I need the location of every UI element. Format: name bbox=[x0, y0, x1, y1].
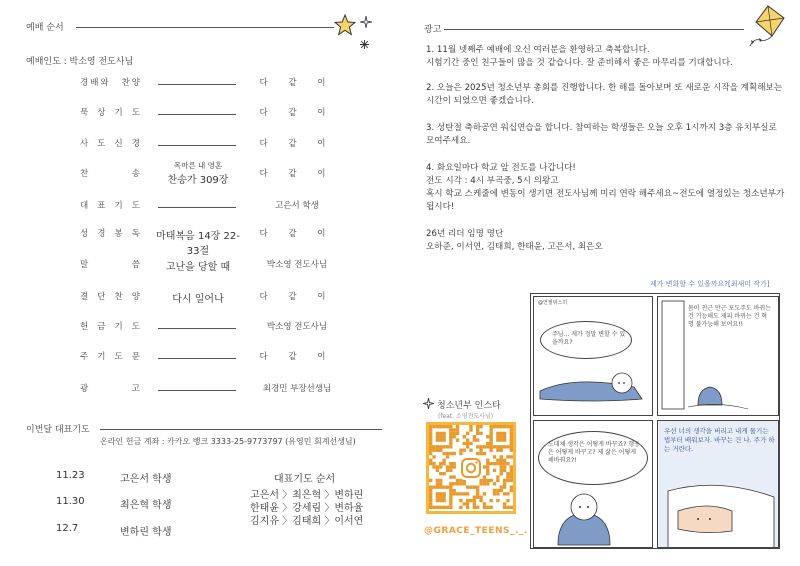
order-item-name: 대 표 기 도 bbox=[80, 201, 142, 211]
order-item-person: 다 같 이 bbox=[259, 78, 335, 88]
order-item-name: 광 고 bbox=[80, 384, 142, 394]
offering-account: 온라인 헌금 계좌 : 카카오 뱅크 3333-25-9773797 (유영민 회계선생님) bbox=[100, 437, 356, 446]
blank-line bbox=[158, 207, 236, 208]
order-item-name: 사 도 신 경 bbox=[80, 139, 142, 149]
comic-panel-2: 몸이 천근 만근 포도주도 바뀌는 건 기능해도 제피 바뀌는 건 혁명 불가능해 보여요!! bbox=[657, 296, 779, 416]
worship-order-row bbox=[0, 290, 400, 306]
worship-order-row bbox=[0, 76, 400, 92]
order-item-person: 최경민 부장선생님 bbox=[262, 384, 332, 394]
notice-item: 26년 리더 임명 명단 오하준, 이서연, 김태희, 한태윤, 고은서, 최은오 bbox=[426, 229, 603, 252]
order-item-subdetail: 목마른 내 영혼 bbox=[173, 161, 223, 170]
blank-line bbox=[158, 114, 236, 115]
order-item-detail-text: 고난을 당할 때 bbox=[165, 262, 231, 273]
instagram-handle[interactable]: @GRACE_TEENS_._. bbox=[424, 526, 528, 536]
order-item-person: 다 같 이 bbox=[259, 352, 335, 362]
order-item-name: 말 씀 bbox=[80, 260, 142, 270]
prayer-title: 이번달 대표기도 bbox=[26, 425, 90, 435]
instagram-logo-icon bbox=[459, 456, 483, 480]
comic-strip bbox=[530, 293, 780, 549]
figure-upset-icon bbox=[534, 485, 653, 548]
order-item-person: 다 같 이 bbox=[259, 292, 335, 302]
prayer-order-line: 한태윤 〉강세림 〉변하율 bbox=[250, 503, 364, 514]
figure-lying-icon bbox=[534, 361, 653, 416]
prayer-order-label: 대표기도 순서 bbox=[274, 474, 336, 485]
order-item-detail bbox=[150, 258, 246, 273]
comic-panel-4: 우선 너의 생각을 버리고 내게 물기는 법부터 배워보자. 바꾸는 건 나. 주가 하는 거란다. bbox=[657, 420, 779, 548]
comic-badge: @연필위스히 bbox=[538, 300, 568, 306]
sparkle-icon bbox=[360, 16, 372, 28]
notice-item: 3. 성탄절 축하공연 워십연습을 합니다. 참여하는 학생들은 오늘 오후 1시까지 3층 유치부실로 모여주세요. bbox=[426, 123, 777, 146]
order-item-name: 경배와 찬양 bbox=[80, 78, 142, 88]
blank-line bbox=[158, 390, 236, 391]
order-item-name: 결 단 찬 양 bbox=[80, 292, 142, 302]
notice-item: 1. 11월 넷째주 예배에 오신 여러분을 환영하고 축복합니다. 시험기간 중인 친구들이 많을 것 같습니다. 잘 준비해서 좋은 마무리를 기대합니다. bbox=[426, 45, 733, 68]
worship-order-row bbox=[0, 320, 400, 336]
figure-resting-icon bbox=[658, 471, 779, 548]
notice-divider bbox=[444, 29, 744, 30]
qr-pattern bbox=[429, 425, 513, 511]
blank-line bbox=[158, 328, 236, 329]
worship-order-row bbox=[0, 137, 400, 153]
prayer-name: 변하린 학생 bbox=[120, 527, 172, 538]
order-item-person: 박소영 전도사님 bbox=[266, 322, 328, 332]
door-icon bbox=[658, 297, 779, 416]
notice-title: 광고 bbox=[424, 25, 442, 35]
comic-panel-1: @연필위스히 주님... 제가 정말 변할 수 있을까요? bbox=[533, 296, 653, 416]
order-item-name: 성 경 봉 독 bbox=[80, 229, 142, 239]
title-divider bbox=[76, 27, 334, 28]
blank-line bbox=[158, 84, 236, 85]
order-item-person: 다 같 이 bbox=[259, 229, 335, 239]
prayer-date: 12.7 bbox=[56, 523, 79, 534]
prayer-divider bbox=[100, 429, 382, 430]
sparkle-icon bbox=[423, 398, 434, 409]
order-item-name: 주 기 도 문 bbox=[80, 352, 142, 362]
order-item-detail bbox=[150, 290, 246, 305]
order-item-name: 묵 상 기 도 bbox=[80, 108, 142, 118]
order-item-person: 박소영 전도사님 bbox=[266, 260, 328, 270]
prayer-date: 11.23 bbox=[56, 470, 85, 481]
prayer-date: 11.30 bbox=[56, 496, 85, 507]
order-item-detail-text: 마태복음 14장 22-33절 bbox=[156, 231, 240, 257]
order-item-name: 찬 송 bbox=[80, 169, 142, 179]
order-item-detail-text: 찬송가 309장 bbox=[167, 175, 229, 186]
worship-order-row bbox=[0, 382, 400, 398]
worship-order-row bbox=[0, 106, 400, 122]
prayer-name: 고은서 학생 bbox=[120, 474, 172, 485]
worship-order-row bbox=[0, 227, 400, 257]
insta-title: 청소년부 인스타 bbox=[437, 401, 501, 411]
instagram-qr-code[interactable] bbox=[426, 422, 516, 514]
comic-panel-3: 도대체 생각은 어떻게 바꾸죠? 행동은 어떻게 바꾸고? 제 삶은 어떻게 해바꿔요?! bbox=[533, 420, 653, 548]
prayer-order-line: 김지유 〉김태희 〉이서연 bbox=[250, 516, 364, 527]
worship-leader: 예배인도 : 박소영 전도사님 bbox=[26, 57, 134, 67]
comic-caption: 제가 변화할 수 있을까요?[최새미 작가] bbox=[650, 280, 770, 288]
order-item-detail bbox=[150, 227, 246, 257]
order-item-person: 다 같 이 bbox=[259, 169, 335, 179]
star-icon bbox=[334, 14, 356, 36]
prayer-name: 최은혁 학생 bbox=[120, 500, 172, 511]
prayer-order-line: 고은서 〉최은혁 〉변하린 bbox=[250, 490, 364, 501]
blank-line bbox=[158, 145, 236, 146]
insta-subtitle: (feat. 소영전도사님) bbox=[438, 413, 494, 420]
notice-item: 2. 오늘은 2025년 청소년부 총회를 진행합니다. 한 해를 돌아보며 또 새로운 시작을 계획해보는 시간이 되었으면 좋겠습니다. bbox=[426, 83, 783, 106]
order-item-person: 다 같 이 bbox=[259, 108, 335, 118]
worship-order-row bbox=[0, 350, 400, 366]
order-item-person: 고은서 학생 bbox=[275, 201, 319, 211]
asterisk-icon bbox=[360, 40, 369, 49]
worship-order-title: 예배 순서 bbox=[26, 23, 64, 33]
order-item-detail-text: 다시 일어나 bbox=[172, 294, 224, 305]
order-item-name: 헌 금 기 도 bbox=[80, 322, 142, 332]
order-item-detail bbox=[150, 161, 246, 186]
blank-line bbox=[158, 358, 236, 359]
worship-order-row bbox=[0, 258, 400, 274]
worship-order-row bbox=[0, 161, 400, 186]
notice-item: 4. 화요일마다 학교 앞 전도를 나갑니다! 전도 시각 : 4시 부곡중, 5시 의왕고 혹시 학교 스케줄에 변동이 생기면 전도사님께 미리 연락 해주세요~전도에 열정있는 청소년부가 됩시다! bbox=[426, 163, 785, 212]
order-item-person: 다 같 이 bbox=[259, 139, 335, 149]
worship-order-row bbox=[0, 199, 400, 215]
